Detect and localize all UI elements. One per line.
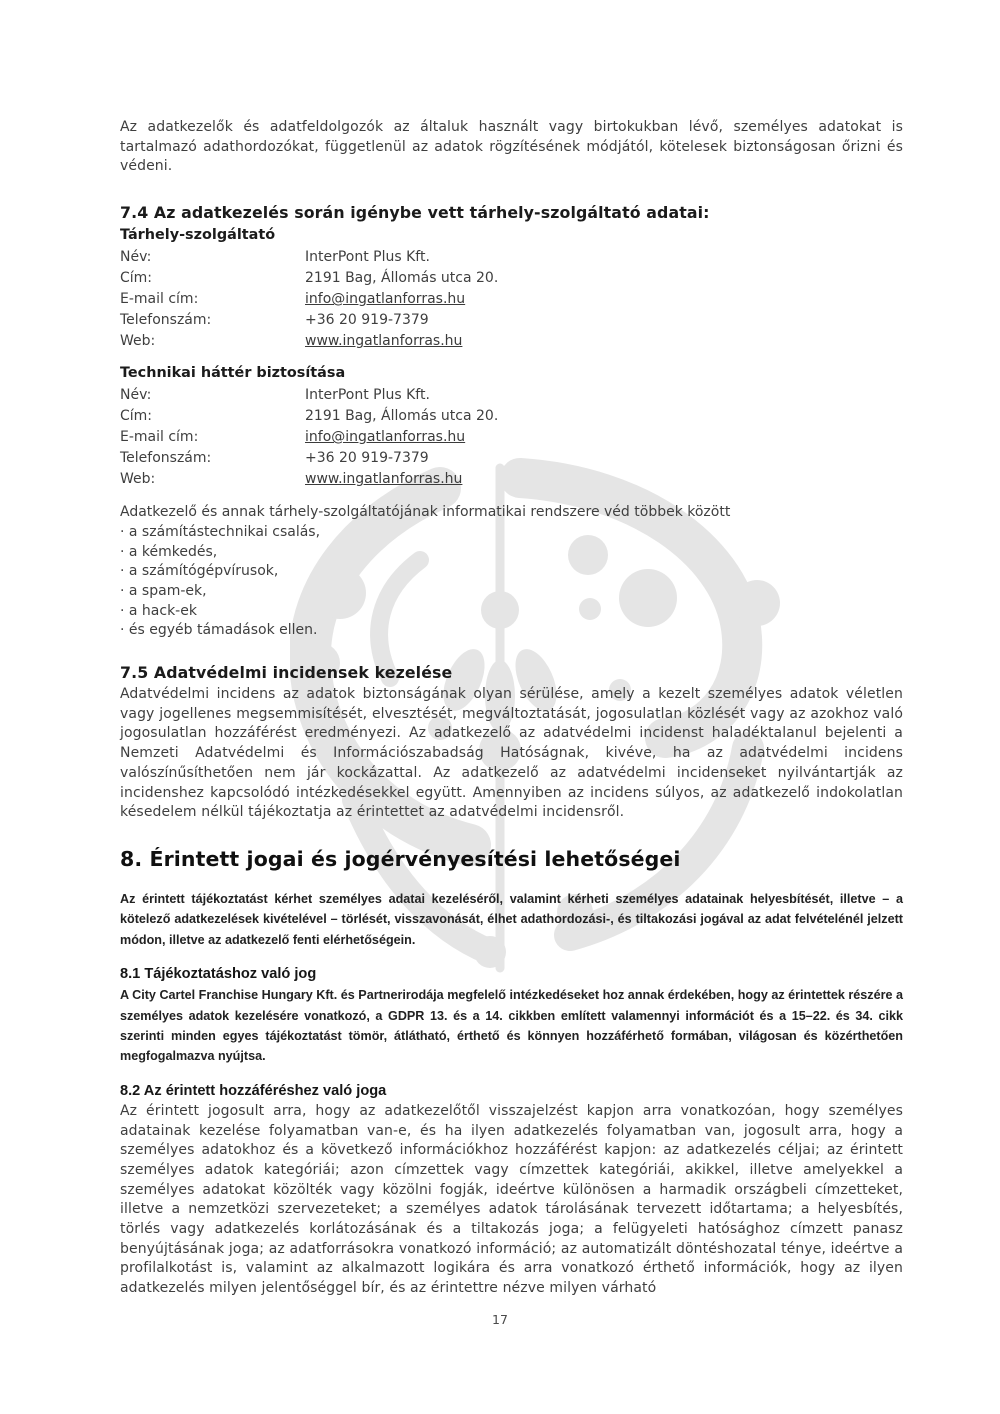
- contact-label-name: Név:: [120, 387, 152, 404]
- list-item: · és egyéb támadások ellen.: [120, 622, 318, 639]
- website-link[interactable]: www.ingatlanforras.hu: [305, 333, 463, 350]
- protection-intro: Adatkezelő és annak tárhely-szolgáltatójának informatikai rendszere véd többek között: [120, 504, 731, 521]
- section-8-2-paragraph: Az érintett jogosult arra, hogy az adatkezelőtől visszajelzést kapjon arra vonatkozóan, hogy személyes adatainak kezelése folyamatban van-e, és ha ilyen adatkezelés folyamatban van, jogosult arra, hogy a személyes adatokhoz és a következő információkhoz hozzáférést kapjon: az adatkezelés céljai; az érintett személyes adatok kategóriái; azon címzettek vagy címzettek kategóriái, akikkel, illetve amelyekkel a személyes adatokat közölték vagy közölni fogják, ideértve különösen a harmadik országbeli címzetteket, illetve a nemzetközi szervezeteket; a személyes adatok tárolásának tervezett időtartama; a helyesbítés, törlés vagy adatkezelés korlátozásának és a tiltakozás joga; a felügyeleti hatósághoz címzett panasz benyújtásának joga; az adatforrásokra vonatkozó információ; az automatizált döntéshozatal ténye, ideértve a profilalkotást is, valamint az alkalmazott logikára és arra vonatkozó érthető információk, hogy az ilyen adatkezelés milyen jelentőséggel bír, és az érintettre nézve milyen várható: [120, 1102, 903, 1297]
- list-item: · a spam-ek,: [120, 582, 207, 599]
- website-link[interactable]: www.ingatlanforras.hu: [305, 471, 463, 488]
- section-7-5-heading: 7.5 Adatvédelmi incidensek kezelése: [120, 663, 453, 683]
- technical-background-subheading: Technikai háttér biztosítása: [120, 365, 346, 382]
- contact-label-phone: Telefonszám:: [120, 450, 212, 467]
- email-link[interactable]: info@ingatlanforras.hu: [305, 429, 466, 446]
- section-8-2-heading: 8.2 Az érintett hozzáféréshez való joga: [120, 1082, 387, 1099]
- section-8-intro-paragraph: Az érintett tájékoztatást kérhet személyes adatai kezeléséről, valamint kérheti személyes adatainak helyesbítését, illetve – a kötelező adatkezelések kivételével – törlését, visszavonását, élhet adathordozási-, és tiltakozási jogával az adat felvételénél jelzett módon, illetve az adatkezelő fenti elérhetőségein.: [120, 891, 903, 947]
- contact-label-email: E-mail cím:: [120, 429, 199, 446]
- contact-value-name: InterPont Plus Kft.: [305, 249, 430, 266]
- contact-value-phone: +36 20 919-7379: [305, 312, 429, 329]
- contact-label-email: E-mail cím:: [120, 291, 199, 308]
- page-number: 17: [492, 1312, 508, 1327]
- hosting-provider-contact-table: [120, 247, 903, 352]
- technical-background-contact-table: [120, 385, 903, 490]
- section-7-5-paragraph: Adatvédelmi incidens az adatok biztonságának olyan sérülése, amely a kezelt személyes adatok véletlen vagy jogellenes megsemmisítését, elvesztését, megváltoztatását, jogosulatlan közlését vagy az azokhoz való jogosulatlan hozzáférést eredményezi. Az adatkezelő az adatvédelmi incidenst haladéktalanul bejelenti a Nemzeti Adatvédelmi és Információszabadság Hatóságnak, kivéve, ha az adatvédelmi incidens valószínűsíthetően nem jár kockázattal. Az adatkezelő az adatvédelmi incidenseket nyilvántartják az incidenshez kapcsolódó intézkedésekkel együtt. Amennyiben az incidens súlyos, az adatkezelő indokolatlan késedelem nélkül tájékoztatja az érintettet az adatvédelmi incidensről.: [120, 686, 903, 821]
- list-item: · a számítógépvírusok,: [120, 563, 279, 580]
- section-8-1-paragraph: A City Cartel Franchise Hungary Kft. és Partnerirodája megfelelő intézkedéseket hoz annak érdekében, hogy az érintettek részére a személyes adatok kezelésére vonatkozó, a GDPR 13. és a 14. cikkben említett valamennyi információt és a 15–22. és 34. cikk szerinti minden egyes tájékoztatást tömör, átlátható, érthető és könnyen hozzáférhető formában, világosan és közérthetően megfogalmazva nyújtsa.: [120, 988, 903, 1064]
- contact-label-name: Név:: [120, 249, 152, 266]
- intro-paragraph: Az adatkezelők és adatfeldolgozók az általuk használt vagy birtokukban lévő, személyes adatokat is tartalmazó adathordozókat, függetlenül az adatok rögzítésének módjától, kötelesek biztonságosan őrizni és védeni.: [120, 119, 903, 175]
- contact-label-address: Cím:: [120, 408, 153, 425]
- contact-value-name: InterPont Plus Kft.: [305, 387, 430, 404]
- contact-label-web: Web:: [120, 333, 156, 350]
- protection-list: [120, 523, 903, 641]
- section-8-heading: 8. Érintett jogai és jogérvényesítési lehetőségei: [120, 846, 681, 871]
- contact-value-address: 2191 Bag, Állomás utca 20.: [305, 270, 499, 287]
- section-7-4-heading: 7.4 Az adatkezelés során igénybe vett tárhely-szolgáltató adatai:: [120, 203, 710, 223]
- email-link[interactable]: info@ingatlanforras.hu: [305, 291, 466, 308]
- list-item: · a kémkedés,: [120, 543, 218, 560]
- contact-value-address: 2191 Bag, Állomás utca 20.: [305, 408, 499, 425]
- list-item: · a számítástechnikai csalás,: [120, 523, 321, 540]
- contact-label-phone: Telefonszám:: [120, 312, 212, 329]
- contact-label-address: Cím:: [120, 270, 153, 287]
- list-item: · a hack-ek: [120, 602, 197, 619]
- contact-label-web: Web:: [120, 471, 156, 488]
- contact-value-phone: +36 20 919-7379: [305, 450, 429, 467]
- section-8-1-heading: 8.1 Tájékoztatáshoz való jog: [120, 966, 317, 983]
- hosting-provider-subheading: Tárhely-szolgáltató: [120, 227, 276, 244]
